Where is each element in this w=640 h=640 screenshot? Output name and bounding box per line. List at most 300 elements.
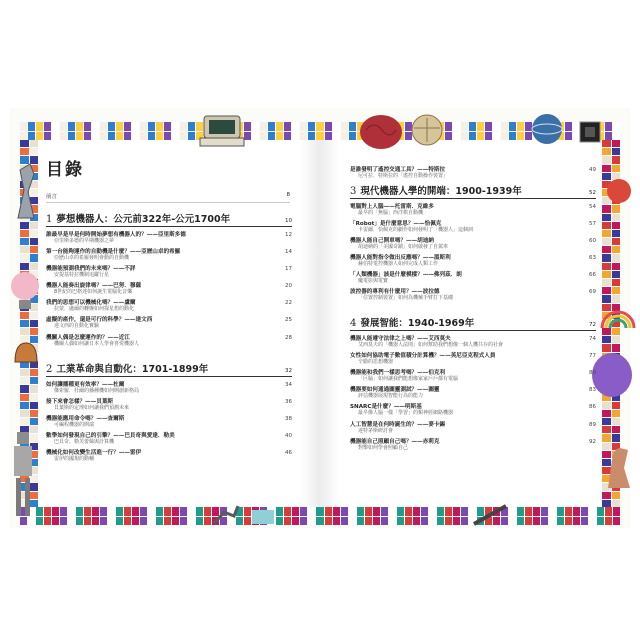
- entry-heading: 虛擬的產作，還是可行的科學？——達文西: [46, 317, 153, 324]
- entry-heading: 接下來會怎樣？——貝葉斯: [46, 398, 114, 405]
- entry-subtitle: 對擊如何學會照顧自己: [358, 444, 409, 451]
- vitruvian-man-illustration: [410, 110, 444, 150]
- mosaic-tile: [602, 418, 611, 425]
- mosaic-tile: [612, 140, 621, 147]
- mosaic-tile: [172, 122, 179, 131]
- mosaic-tile: [148, 507, 155, 516]
- mosaic-tile: [20, 369, 29, 376]
- mosaic-tile: [612, 279, 621, 286]
- mosaic-tile: [100, 132, 107, 141]
- mosaic-tile: [413, 517, 420, 526]
- chapter-heading[interactable]: [350, 315, 596, 331]
- entry-heading: 機器能自己照顧自己嗎？——赤莉克: [350, 438, 440, 445]
- mosaic-tile: [612, 271, 621, 278]
- mosaic-tile: [613, 507, 620, 516]
- mosaic-tile: [325, 132, 332, 141]
- chapter-heading[interactable]: [350, 183, 596, 199]
- mosaic-tile: [30, 312, 39, 319]
- mosaic-tile: [148, 132, 155, 141]
- mosaic-tile: [613, 132, 620, 141]
- helmet-illustration: [12, 340, 40, 370]
- mosaic-tile: [602, 271, 611, 278]
- entry-heading: 第一台能夠運作的自動機是什麼？——亞歷山卓的希羅: [46, 249, 181, 256]
- mosaic-tile: [581, 517, 588, 526]
- entry-page: 83: [589, 387, 596, 394]
- entry-page: 74: [589, 336, 596, 343]
- mosaic-tile: [602, 165, 611, 172]
- mosaic-tile: [349, 122, 356, 131]
- mosaic-tile: [405, 517, 412, 526]
- globe-illustration: [606, 178, 632, 204]
- entry-heading: 我們的思想可以機械化嗎？——盧爾: [46, 300, 136, 307]
- entry-subtitle: 最早像人腦一樣「學習」的類神經網路機器: [358, 410, 454, 417]
- entry-heading: SNARC是什麼？——明斯基: [350, 404, 422, 411]
- mosaic-tile: [68, 517, 75, 526]
- mosaic-tile: [565, 132, 572, 141]
- mosaic-tile: [164, 132, 171, 141]
- preface-row[interactable]: [46, 192, 290, 203]
- entry-heading: 如何讓播種更有效率？——杜爾: [46, 381, 125, 388]
- mosaic-tile: [148, 517, 155, 526]
- mosaic-tile: [493, 132, 500, 141]
- toc-entry[interactable]: [350, 253, 596, 268]
- mosaic-tile: [84, 507, 91, 516]
- mosaic-tile: [533, 517, 540, 526]
- mosaic-tile: [140, 122, 147, 131]
- mosaic-tile: [30, 385, 39, 392]
- toc-title: 目錄: [46, 160, 84, 180]
- mosaic-tile: [284, 507, 291, 516]
- entry-subtitle: 「巨腦」如何讓我們能想像家家戶戶都有電腦: [358, 376, 459, 383]
- mosaic-tile: [605, 507, 612, 516]
- chapter-number: 3: [350, 185, 357, 197]
- entry-page: 20: [285, 283, 292, 290]
- mosaic-tile: [453, 517, 460, 526]
- mosaic-tile: [373, 507, 380, 516]
- mosaic-tile: [180, 507, 187, 516]
- mosaic-tile: [612, 500, 621, 507]
- mosaic-tile: [613, 122, 620, 131]
- mosaic-tile: [469, 132, 476, 141]
- mosaic-tile: [597, 507, 604, 516]
- mosaic-tile: [612, 205, 621, 212]
- mosaic-tile: [116, 132, 123, 141]
- mosaic-tile: [557, 517, 564, 526]
- mosaic-tile: [325, 507, 332, 516]
- mosaic-tile: [20, 418, 29, 425]
- mosaic-tile: [30, 394, 39, 401]
- mosaic-tile: [108, 132, 115, 141]
- mosaic-tile: [325, 517, 332, 526]
- mosaic-tile: [124, 517, 131, 526]
- mosaic-tile: [292, 517, 299, 526]
- mosaic-tile: [30, 418, 39, 425]
- toc-entry[interactable]: [46, 264, 292, 279]
- mosaic-tile: [100, 122, 107, 131]
- mosaic-tile: [612, 246, 621, 253]
- mosaic-tile: [602, 336, 611, 343]
- mosaic-tile: [300, 517, 307, 526]
- mosaic-tile: [276, 122, 283, 131]
- entry-page: 28: [285, 334, 292, 341]
- entry-page: 86: [589, 404, 596, 411]
- toc-entry[interactable]: [350, 236, 596, 251]
- entry-page: 25: [285, 317, 292, 324]
- mosaic-tile: [30, 238, 39, 245]
- telescope-illustration: [470, 500, 510, 528]
- mosaic-tile: [300, 507, 307, 516]
- mosaic-tile: [602, 156, 611, 163]
- mosaic-tile: [276, 507, 283, 516]
- entry-subtitle: 魔電影與電寶: [358, 277, 389, 284]
- mosaic-tile: [20, 394, 29, 401]
- mosaic-tile: [308, 517, 315, 526]
- mosaic-tile: [92, 122, 99, 131]
- mosaic-tile: [445, 122, 452, 131]
- mosaic-tile: [389, 517, 396, 526]
- toc-entry[interactable]: [46, 397, 292, 412]
- mosaic-tile: [292, 507, 299, 516]
- mosaic-tile: [589, 507, 596, 516]
- mosaic-tile: [180, 122, 187, 131]
- mosaic-tile: [341, 132, 348, 141]
- mosaic-tile: [188, 122, 195, 131]
- mosaic-tile: [612, 492, 621, 499]
- mosaic-tile: [602, 246, 611, 253]
- mosaic-tile: [453, 507, 460, 516]
- mosaic-tile: [453, 122, 460, 131]
- mosaic-tile: [461, 122, 468, 131]
- toc-entry[interactable]: [46, 281, 292, 296]
- entry-heading: 機器要如何通過圖靈測試？——圖靈: [350, 387, 440, 394]
- mosaic-tile: [389, 507, 396, 516]
- mosaic-tile: [517, 517, 524, 526]
- mosaic-tile: [196, 507, 203, 516]
- toc-entry[interactable]: [350, 334, 596, 349]
- mosaic-tile: [196, 517, 203, 526]
- toc-entry[interactable]: [350, 219, 596, 234]
- entry-subtitle: 最早的「無腦」西洋棋自動機: [358, 209, 424, 216]
- mosaic-tile: [164, 507, 171, 516]
- chapter-page: 32: [285, 367, 292, 374]
- mosaic-tile: [602, 222, 611, 229]
- mosaic-tile: [140, 517, 147, 526]
- mosaic-tile: [30, 320, 39, 327]
- mosaic-tile: [20, 320, 29, 327]
- mosaic-tile: [501, 122, 508, 131]
- mosaic-tile: [292, 122, 299, 131]
- entry-subtitle: 巴貝奇、勒芙蕾絲與計算機: [54, 438, 115, 445]
- entry-heading: 電腦對上人腦——托雷斯．克維多: [350, 203, 434, 210]
- mosaic-tile: [92, 507, 99, 516]
- mosaic-tile: [30, 148, 39, 155]
- chapter-heading[interactable]: [46, 211, 292, 227]
- mosaic-border-bottom: [20, 507, 620, 525]
- mosaic-tile: [461, 517, 468, 526]
- mosaic-tile: [517, 507, 524, 516]
- toc-entry[interactable]: [46, 298, 292, 313]
- mosaic-tile: [30, 254, 39, 261]
- mosaic-tile: [477, 132, 484, 141]
- mosaic-tile: [357, 517, 364, 526]
- mosaic-tile: [132, 507, 139, 516]
- mosaic-tile: [252, 132, 259, 141]
- mosaic-tile: [244, 517, 251, 526]
- mosaic-tile: [461, 507, 468, 516]
- toc-entry[interactable]: [350, 420, 596, 435]
- entry-subtitle: 「位置控制裝置」如何為機械手臂打下基礎: [358, 294, 454, 301]
- mosaic-tile: [108, 517, 115, 526]
- mosaic-tile: [357, 507, 364, 516]
- mosaic-tile: [172, 132, 179, 141]
- entry-page: 38: [285, 415, 292, 422]
- mosaic-tile: [612, 410, 621, 417]
- entry-heading: 機器能應用命令嗎？——查爾斯: [46, 415, 125, 422]
- mosaic-tile: [20, 122, 27, 131]
- chapter-number: 2: [46, 363, 53, 375]
- mosaic-tile: [373, 517, 380, 526]
- mosaic-tile: [172, 517, 179, 526]
- mosaic-tile: [612, 148, 621, 155]
- mosaic-tile: [612, 165, 621, 172]
- mosaic-tile: [188, 507, 195, 516]
- entry-subtitle: 貝葉斯的定理如何讓我們預測未來: [54, 404, 130, 411]
- toc-entry[interactable]: [350, 165, 596, 180]
- mosaic-tile: [437, 517, 444, 526]
- mosaic-tile: [525, 507, 532, 516]
- mosaic-tile: [349, 507, 356, 516]
- mosaic-tile: [533, 507, 540, 516]
- rainbow-illustration: [600, 300, 636, 330]
- mosaic-tile: [30, 328, 39, 335]
- mosaic-tile: [156, 517, 163, 526]
- mosaic-tile: [461, 132, 468, 141]
- mosaic-tile: [20, 410, 29, 417]
- mosaic-tile: [613, 517, 620, 526]
- toc-entry[interactable]: [46, 230, 292, 245]
- mosaic-tile: [612, 426, 621, 433]
- mosaic-tile: [188, 517, 195, 526]
- toc-left-column: [46, 208, 292, 473]
- mosaic-tile: [525, 517, 532, 526]
- mosaic-tile: [612, 418, 621, 425]
- entry-subtitle: 達文西的自動化實驗: [54, 323, 100, 330]
- mosaic-tile: [333, 122, 340, 131]
- toc-entry[interactable]: [46, 431, 292, 446]
- preface-page: 8: [286, 192, 290, 198]
- mosaic-tile: [602, 148, 611, 155]
- lightbulb-mosaic-illustration: [8, 270, 42, 312]
- entry-subtitle: 胡迪納的「美國奇蹟」如何啟發了自駕車: [358, 243, 449, 250]
- mosaic-tile: [509, 132, 516, 141]
- mosaic-tile: [437, 507, 444, 516]
- toc-entry[interactable]: [46, 315, 292, 330]
- mosaic-tile: [445, 132, 452, 141]
- mosaic-tile: [316, 517, 323, 526]
- mosaic-tile: [602, 410, 611, 417]
- mosaic-tile: [172, 507, 179, 516]
- mosaic-tile: [204, 507, 211, 516]
- mosaic-tile: [188, 132, 195, 141]
- bird-robot-illustration: [14, 160, 40, 220]
- toc-right-column: [350, 165, 596, 462]
- mosaic-tile: [140, 507, 147, 516]
- mosaic-tile: [421, 507, 428, 516]
- mosaic-tile: [308, 132, 315, 141]
- mosaic-tile: [68, 507, 75, 516]
- mosaic-tile: [20, 254, 29, 261]
- mosaic-tile: [477, 122, 484, 131]
- mosaic-tile: [76, 132, 83, 141]
- mosaic-tile: [612, 230, 621, 237]
- toc-entry[interactable]: [46, 333, 292, 348]
- mosaic-tile: [44, 122, 51, 131]
- mosaic-tile: [276, 517, 283, 526]
- mosaic-tile: [349, 517, 356, 526]
- mosaic-tile: [20, 132, 27, 141]
- mosaic-tile: [381, 507, 388, 516]
- entry-subtitle: 8世紀的巴格達如何誕生電腦化音樂: [54, 289, 133, 296]
- mosaic-tile: [413, 507, 420, 516]
- chapter-number: 4: [350, 318, 357, 330]
- mosaic-tile: [308, 507, 315, 516]
- mosaic-tile: [429, 507, 436, 516]
- entry-page: 12: [285, 232, 292, 238]
- mosaic-tile: [28, 122, 35, 131]
- mosaic-tile: [52, 507, 59, 516]
- entry-subtitle: 安提基特拉機制追蹤行星: [54, 272, 110, 279]
- chapter-title: 夢想機器人：公元前322年-公元1700年: [56, 214, 231, 225]
- mosaic-tile: [100, 507, 107, 516]
- mosaic-tile: [612, 402, 621, 409]
- mosaic-tile: [565, 517, 572, 526]
- mosaic-tile: [60, 507, 67, 516]
- mosaic-tile: [602, 214, 611, 221]
- mosaic-tile: [341, 122, 348, 131]
- toc-entry[interactable]: [350, 270, 596, 285]
- toc-entry[interactable]: [350, 202, 596, 217]
- mosaic-tile: [276, 132, 283, 141]
- chapter-page: 52: [589, 189, 596, 196]
- mosaic-tile: [397, 517, 404, 526]
- entry-heading: 機器人能奏出旋律嗎？——巴努．穆薩: [46, 283, 142, 290]
- mosaic-tile: [612, 238, 621, 245]
- mosaic-tile: [20, 402, 29, 409]
- toc-entry[interactable]: [350, 368, 596, 383]
- mosaic-tile: [581, 507, 588, 516]
- mosaic-tile: [557, 507, 564, 516]
- mosaic-tile: [68, 132, 75, 141]
- entry-heading: 人工智慧是在何時誕生的？——麥卡錫: [350, 421, 446, 428]
- teal-box-illustration: [252, 510, 274, 524]
- mosaic-tile: [268, 122, 275, 131]
- entry-page: 54: [589, 203, 596, 210]
- toc-entry[interactable]: [46, 247, 292, 262]
- mosaic-tile: [341, 507, 348, 516]
- toc-entry[interactable]: [350, 437, 596, 452]
- mosaic-tile: [612, 336, 621, 343]
- mosaic-tile: [292, 132, 299, 141]
- mosaic-tile: [365, 507, 372, 516]
- mosaic-tile: [124, 507, 131, 516]
- mosaic-tile: [501, 132, 508, 141]
- mosaic-tile: [612, 222, 621, 229]
- mosaic-tile: [349, 132, 356, 141]
- mosaic-tile: [68, 122, 75, 131]
- entry-page: 22: [285, 300, 292, 307]
- mosaic-tile: [156, 132, 163, 141]
- mosaic-tile: [260, 122, 267, 131]
- mosaic-tile: [469, 122, 476, 131]
- robot-figure-illustration: [8, 430, 38, 520]
- mosaic-tile: [244, 507, 251, 516]
- toc-entry[interactable]: [46, 448, 292, 463]
- mosaic-tile: [30, 263, 39, 270]
- mosaic-tile: [605, 132, 612, 141]
- mosaic-tile: [316, 132, 323, 141]
- mosaic-tile: [612, 156, 621, 163]
- mosaic-tile: [132, 122, 139, 131]
- mosaic-tile: [30, 377, 39, 384]
- toc-entry[interactable]: [46, 414, 292, 429]
- mosaic-tile: [20, 230, 29, 237]
- entry-page: 69: [589, 288, 596, 295]
- entry-heading: 機器能和我們一樣思考嗎？——伯克利: [350, 370, 446, 377]
- chapter-heading[interactable]: [46, 361, 292, 377]
- entry-subtitle: 傑索羅．杜爾的播種機如何開創新格局: [54, 387, 140, 394]
- entry-heading: 機械化如何改變生活進一行？——雷伊: [46, 450, 142, 457]
- toc-entry[interactable]: [350, 385, 596, 400]
- mosaic-tile: [316, 122, 323, 131]
- mosaic-tile: [60, 517, 67, 526]
- entry-page: 57: [589, 220, 596, 227]
- entry-page: 40: [285, 432, 292, 439]
- toc-entry[interactable]: [46, 380, 292, 395]
- mosaic-tile: [124, 132, 131, 141]
- mosaic-tile: [92, 132, 99, 141]
- mosaic-tile: [20, 263, 29, 270]
- mosaic-tile: [36, 132, 43, 141]
- mosaic-tile: [116, 517, 123, 526]
- mosaic-tile: [30, 140, 39, 147]
- entry-subtitle: 雷伊的國規的動輔: [54, 456, 95, 463]
- chapter-page: 72: [589, 322, 596, 329]
- mosaic-tile: [316, 507, 323, 516]
- entry-heading: 機器人能遵守法律之上嗎？——艾西莫夫: [350, 336, 451, 343]
- mosaic-tile: [20, 140, 29, 147]
- chapter-title: 工業革命與自動化：1701-1899年: [56, 363, 209, 375]
- mosaic-tile: [485, 122, 492, 131]
- mosaic-tile: [602, 238, 611, 245]
- entry-heading: 數學如何發現自己的引擎？——巴貝奇與愛達．勒美: [46, 432, 175, 439]
- mosaic-tile: [365, 517, 372, 526]
- mosaic-tile: [602, 263, 611, 270]
- mosaic-tile: [20, 238, 29, 245]
- entry-heading: 是誰發明了遙控交通工具？——特斯拉: [350, 167, 446, 173]
- mosaic-tile: [164, 122, 171, 131]
- mosaic-tile: [445, 507, 452, 516]
- mosaic-tile: [268, 132, 275, 141]
- entry-page: 77: [589, 353, 596, 360]
- toc-entry[interactable]: [350, 351, 596, 366]
- mosaic-tile: [284, 132, 291, 141]
- mosaic-tile: [333, 132, 340, 141]
- mosaic-tile: [30, 222, 39, 229]
- toc-entry[interactable]: [350, 287, 596, 302]
- mosaic-tile: [20, 328, 29, 335]
- toc-entry[interactable]: [350, 402, 596, 417]
- mosaic-tile: [517, 122, 524, 131]
